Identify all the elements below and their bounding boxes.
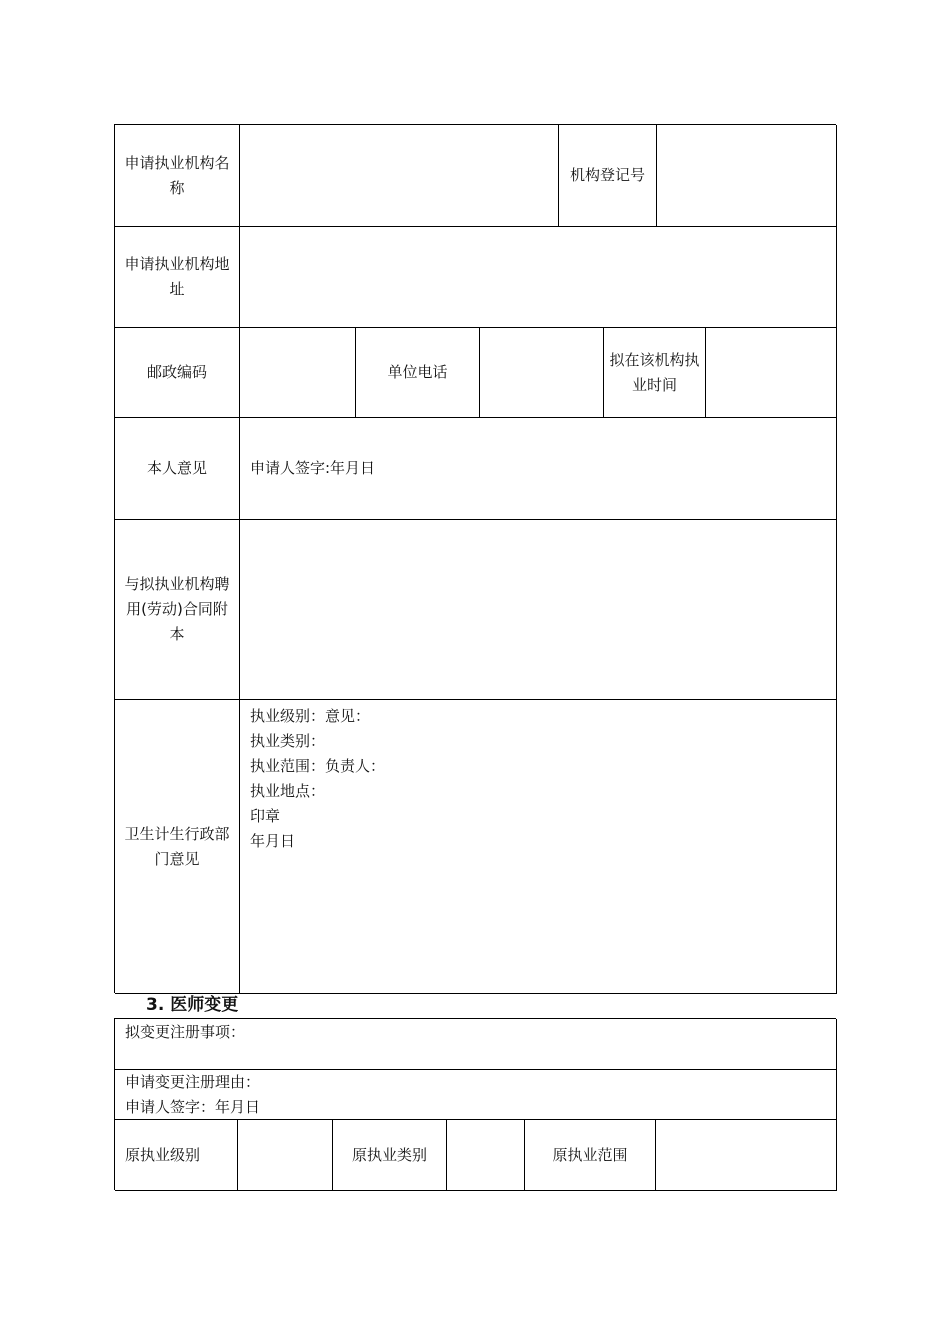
dept-line: 印章 — [250, 807, 281, 825]
reg-no-field[interactable] — [657, 125, 837, 227]
change-reason-label: 申请变更注册理由： — [125, 1073, 261, 1091]
applicant-signature-text: 申请人签字:年月日 — [250, 459, 376, 477]
orig-level-label: 原执业级别 — [115, 1120, 238, 1191]
physician-change-table — [114, 1018, 836, 1190]
dept-line: 年月日 — [250, 832, 296, 850]
inst-name-label: 申请执业机构名称 — [115, 125, 240, 227]
contract-field[interactable] — [240, 520, 837, 700]
orig-scope-label: 原执业范围 — [525, 1120, 656, 1191]
unit-phone-label: 单位电话 — [356, 328, 480, 418]
planned-time-label: 拟在该机构执业时间 — [604, 328, 706, 418]
applicant-signature-text: 申请人签字：年月日 — [125, 1098, 261, 1116]
registration-form-table — [114, 124, 836, 993]
self-opinion-label: 本人意见 — [115, 418, 240, 520]
section-heading-physician-change: 3. 医师变更 — [146, 995, 239, 1015]
inst-address-label: 申请执业机构地址 — [115, 227, 240, 328]
unit-phone-field[interactable] — [480, 328, 604, 418]
planned-time-field[interactable] — [706, 328, 837, 418]
dept-line: 执业类别： — [250, 732, 326, 750]
orig-category-field[interactable] — [447, 1120, 525, 1191]
change-items-field[interactable]: 拟变更注册事项： — [115, 1019, 837, 1070]
dept-opinion-label: 卫生计生行政部门意见 — [115, 700, 240, 994]
dept-opinion-field[interactable] — [240, 700, 837, 994]
contract-label: 与拟执业机构聘用(劳动)合同附本 — [115, 520, 240, 700]
inst-name-field[interactable] — [240, 125, 559, 227]
inst-address-field[interactable] — [240, 227, 837, 328]
dept-line: 执业范围：负责人： — [250, 757, 386, 775]
orig-category-label: 原执业类别 — [333, 1120, 447, 1191]
dept-line: 执业级别：意见： — [250, 707, 371, 725]
orig-level-field[interactable] — [238, 1120, 333, 1191]
change-reason-field[interactable] — [115, 1070, 837, 1120]
orig-scope-field[interactable] — [656, 1120, 837, 1191]
postcode-field[interactable] — [240, 328, 356, 418]
dept-line: 执业地点： — [250, 782, 326, 800]
reg-no-label: 机构登记号 — [559, 125, 657, 227]
self-opinion-field[interactable] — [240, 418, 837, 520]
postcode-label: 邮政编码 — [115, 328, 240, 418]
